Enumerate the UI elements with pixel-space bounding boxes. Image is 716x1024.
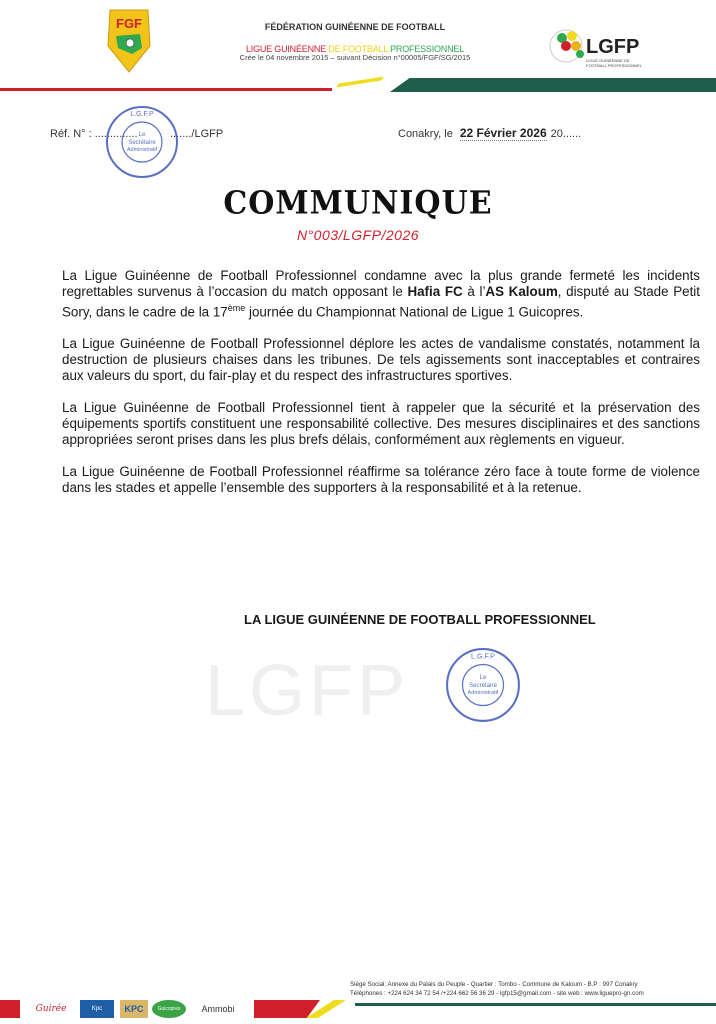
footer-red-block bbox=[0, 1000, 20, 1018]
header-yellow-stripe bbox=[336, 77, 384, 88]
svg-text:L.G.F.P: L.G.F.P bbox=[471, 652, 495, 661]
footer-green-line bbox=[355, 1003, 716, 1006]
signature-line: LA LIGUE GUINÉENNE DE FOOTBALL PROFESSIONNEL bbox=[244, 612, 596, 627]
svg-text:FGF: FGF bbox=[116, 16, 142, 31]
sponsor-kpc-blue: Kpc bbox=[80, 1000, 114, 1018]
ligue-name-red: LIGUE GUINÉENNE bbox=[245, 44, 329, 54]
sponsor-guinee: Guirée bbox=[35, 1004, 67, 1014]
ligue-name-yellow: DE FOOTBALL bbox=[328, 44, 391, 54]
p1-text: , disputé au Stade Petit Sory, dans le cadre de la 17 bbox=[62, 284, 701, 320]
p1-text: à l’ bbox=[462, 284, 486, 299]
creation-decision: Crée le 04 novembre 2015 – suivant Décision n°00005/FGF/SG/2015 bbox=[239, 53, 471, 62]
footer-phones: Téléphones : +224 624 34 72 54 /+224 662 56 36 29 - lgfp15@gmail.com - site web : www.liguepro-gn.com bbox=[350, 990, 644, 997]
team-kaloum: AS Kaloum bbox=[485, 284, 558, 299]
sponsor-guicopres: Guicopres bbox=[152, 1000, 186, 1018]
fgf-logo bbox=[104, 6, 154, 74]
date-prefix: Conakry, le bbox=[398, 128, 456, 140]
svg-text:Administratif: Administratif bbox=[126, 147, 158, 153]
sponsor-kpc: KPC bbox=[120, 1000, 148, 1018]
header-red-band bbox=[0, 88, 332, 91]
paragraph-2: La Ligue Guinéenne de Football Professionnel déplore les actes de vandalisme constatés, notamment la destruction de plusieurs chaises dans les tribunes. De tels agissements sont inacceptables et contraires aux valeurs du sport, du fair-play et du respect des infrastructures sportives. bbox=[62, 336, 700, 384]
reference-label: Réf. N° : .............. bbox=[50, 128, 138, 140]
svg-text:L.G.F.P: L.G.F.P bbox=[130, 111, 154, 118]
secretary-stamp bbox=[104, 104, 180, 180]
sponsor-ammobi: Ammobi bbox=[201, 1004, 235, 1014]
svg-text:Le: Le bbox=[138, 132, 146, 138]
lgfp-logo-subtext: LIGUE GUINÉENNE DE FOOTBALL PROFESSIONNEL bbox=[586, 58, 642, 68]
footer-address: Siège Social: Annexe du Palais du Peuple - Quartier : Tombo - Commune de Kaloum - B.P : 997 Conakry bbox=[350, 981, 638, 988]
svg-text:Le: Le bbox=[479, 673, 487, 681]
document-title: COMMUNIQUE bbox=[223, 185, 493, 222]
federation-title: FÉDÉRATION GUINÉENNE DE FOOTBALL bbox=[264, 22, 446, 32]
ligue-name-green: PROFESSIONNEL bbox=[390, 44, 465, 54]
team-hafia: Hafia FC bbox=[407, 284, 463, 299]
paragraph-3: La Ligue Guinéenne de Football Professionnel tient à rappeler que la sécurité et la préservation des équipements sportifs constituent une responsabilité collective. Des mesures disciplinaires et des sanctions appropriées seront prises dans les plus brefs délais, conformément aux règlements en vigueur. bbox=[62, 400, 700, 448]
lgfp-watermark: LGFP bbox=[205, 651, 410, 731]
paragraph-1 bbox=[62, 268, 700, 320]
svg-text:Secrétaire: Secrétaire bbox=[469, 682, 497, 690]
header-green-band bbox=[390, 78, 716, 92]
p1-text: La Ligue Guinéenne de Football Professionnel condamne avec la plus grande fermeté les incidents regrettables survenus à l’occasion du match opposant le bbox=[62, 268, 700, 299]
communique-body bbox=[62, 268, 700, 512]
date-value: 22 Février 2026 bbox=[459, 126, 547, 140]
footer-red-band bbox=[254, 1000, 320, 1018]
p1-sup: ème bbox=[227, 303, 246, 313]
svg-text:Administratif: Administratif bbox=[467, 690, 499, 697]
secretary-stamp-signature bbox=[444, 646, 522, 724]
svg-text:Secrétaire: Secrétaire bbox=[128, 140, 156, 146]
date-suffix: 20...... bbox=[550, 128, 582, 140]
paragraph-4: La Ligue Guinéenne de Football Professionnel réaffirme sa tolérance zéro face à toute forme de violence dans les stades et appelle l’ensemble des supporters à la responsabilité et à la retenue. bbox=[62, 464, 700, 496]
lgfp-logo-text: LGFP bbox=[586, 36, 640, 58]
communique-number: N°003/LGFP/2026 bbox=[296, 227, 420, 243]
footer-contact bbox=[350, 980, 644, 998]
reference-suffix: ......./LGFP bbox=[170, 128, 224, 140]
date-line bbox=[398, 126, 581, 140]
p1-text: journée du Championnat National de Ligue 1 Guicopres. bbox=[245, 304, 584, 320]
